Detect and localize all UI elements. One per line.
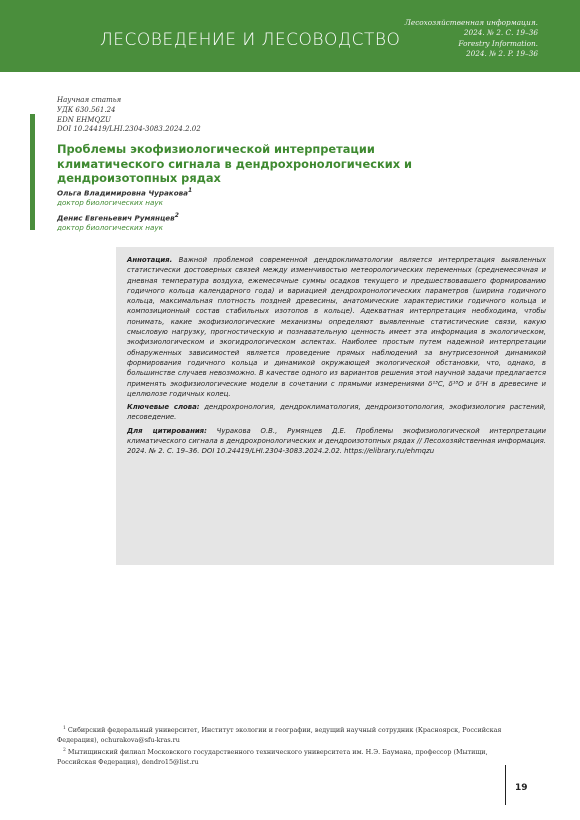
footnote-2 — [57, 746, 527, 767]
author-footnote-mark: 2 — [174, 211, 179, 219]
abstract-box — [116, 247, 554, 565]
abstract-label: Аннотация. — [127, 256, 173, 264]
keywords-label: Ключевые слова: — [127, 403, 200, 412]
author-degree: доктор биологических наук — [57, 198, 163, 208]
journal-ru-line1: Лесохозяйственная информация. — [404, 18, 538, 27]
author-degree: доктор биологических наук — [57, 223, 163, 233]
article-meta — [57, 96, 201, 135]
author-footnote-mark: 1 — [188, 187, 193, 194]
footnote-mark: 2 — [63, 748, 66, 754]
journal-reference — [405, 18, 538, 58]
journal-ru-line2: 2024. № 2. С. 19–36 — [463, 27, 538, 37]
authors — [57, 186, 192, 236]
footnotes — [57, 724, 527, 769]
keywords-text: дендрохронология, дендроклиматология, дендроизотопология, экофизиология растений, лесоведение. — [127, 403, 546, 422]
citation-text: Чуракова О.В., Румянцев Д.Е. Проблемы экофизиологической интерпретации климатического сигнала в дендрохронологических и дендроизотопных рядах // Лесохозяйственная информация. 2024. № 2. С. 19–36. DOI 10.24419/LHI.2304-3083.2024.2.02. https://elibrary.ru/ehmqzu — [127, 426, 546, 456]
footnote-text: Мытищинский филиал Московского государственного технического университета им. Н.Э. Баумана, профессор (Мытищи, Российская Федерация), dendro15@list.ru — [57, 748, 488, 767]
keywords — [127, 402, 546, 423]
doi-code: DOI 10.24419/LHI.2304-3083.2024.2.02 — [57, 125, 201, 134]
udk-code: УДК 630.561.24 — [57, 105, 116, 114]
abstract-text: Важной проблемой современной дендроклиматологии является интерпретация выявленных статистически достоверных связей между изменчивостью метеорологических переменных (среднемесячная и дневная температура воздуха, ежемесячные суммы осадков текущего и предшествовавшего формированию годичного кольца календарного года) и вариацией дендрохронологических параметров (ширина годичного кольца, максимальная плотность поздней древесины, анатомические характеристики годичного кольца и композиционный состав стабильных изотопов в кольце). Адекватная интерпретация необходима, чтобы понимать, какие экофизиологические механизмы определяют выявленные статистические связи, какую смысловую нагрузку, прогностическую и познавательную ценность имеет эта информация в экологическом, экофизиологическом и экогидрологическом аспектах. Наиболее простым путем надежной интерпретации обнаруженных зависимостей является проведение прямых наблюдений за внутрисезонной динамикой формирования годичного кольца и динамикой окружающей экологической обстановки, что, однако, в большинстве случаев невозможно. В качестве одного из вариантов решения этой научной задачи предлагается применять экофизиологические модели в сочетании с прямыми измерениями δ¹³C, δ¹⁸O и δ²H в древесине и целлюлозе годичных колец. — [127, 256, 546, 398]
footnote-mark: 1 — [63, 726, 66, 731]
author-name: Денис Евгеньевич Румянцев — [57, 213, 175, 223]
article-type: Научная статья — [57, 96, 122, 104]
edn-code: EDN EHMQZU — [57, 115, 111, 124]
author-1 — [57, 186, 192, 208]
author-2 — [57, 211, 192, 233]
author-name: Ольга Владимировна Чуракова — [57, 188, 189, 198]
footnote-text: Сибирский федеральный университет, Институт экологии и географии, ведущий научный сотрудник (Красноярск, Российская Федерация), ochurakova@sfu-kras.ru — [57, 726, 502, 744]
page-number-rule — [505, 765, 506, 805]
left-accent-bar — [30, 114, 35, 230]
citation — [127, 426, 546, 457]
section-title: ЛЕСОВЕДЕНИЕ И ЛЕСОВОДСТВО — [100, 30, 401, 50]
abstract — [127, 255, 546, 399]
article-title: Проблемы экофизиологической интерпретации климатического сигнала в дендрохронологических и дендроизотопных рядах — [57, 142, 413, 185]
abstract-content — [127, 255, 546, 460]
header-band — [0, 0, 580, 72]
journal-en-line1: Forestry Information. — [458, 39, 538, 48]
footnote-1 — [57, 724, 527, 745]
citation-label: Для цитирования: — [127, 426, 207, 435]
journal-en-line2: 2024. № 2. P. 19–36 — [465, 48, 538, 58]
page-number: 19 — [515, 783, 528, 793]
